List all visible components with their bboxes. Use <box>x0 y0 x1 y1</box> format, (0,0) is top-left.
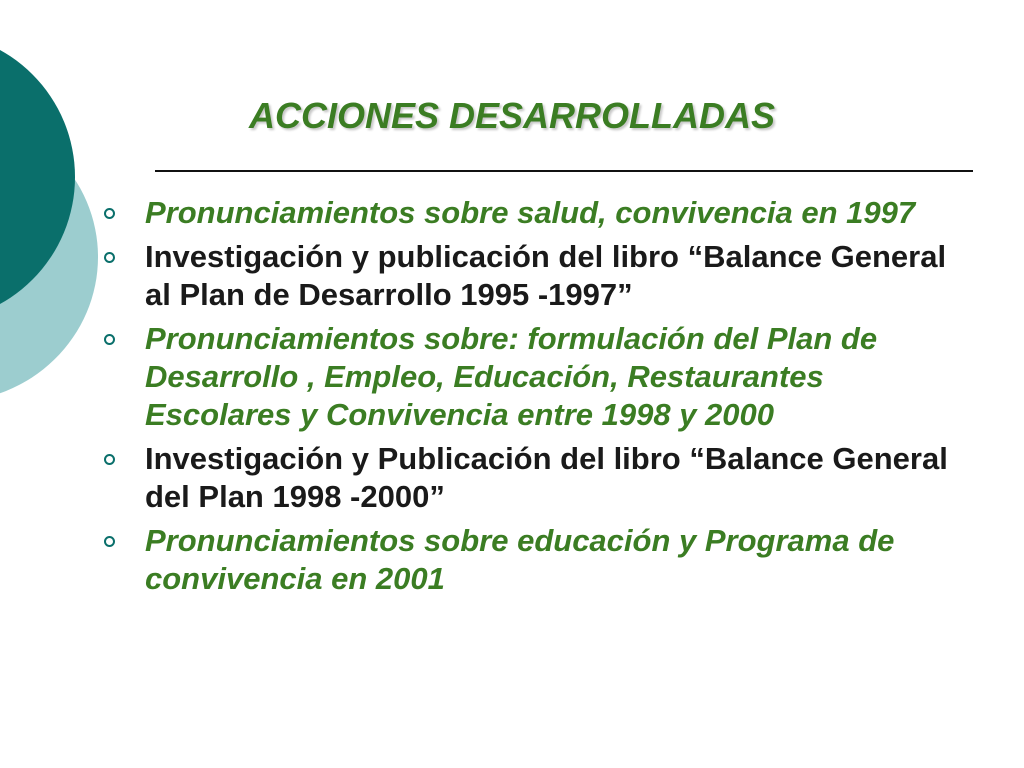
slide-title: ACCIONES DESARROLLADAS <box>248 95 776 137</box>
bullet-text: Pronunciamientos sobre salud, convivencia en 1997 <box>145 195 916 230</box>
bullet-item <box>103 522 973 598</box>
bullet-circle-icon <box>104 536 115 547</box>
bullet-item <box>103 194 973 232</box>
bullet-text: Investigación y Publicación del libro “Balance General del Plan 1998 -2000” <box>145 441 948 514</box>
title-divider <box>155 170 973 172</box>
bullet-list <box>103 194 973 604</box>
bullet-item <box>103 440 973 516</box>
bullet-circle-icon <box>104 454 115 465</box>
bullet-text: Pronunciamientos sobre educación y Programa de convivencia en 2001 <box>145 523 895 596</box>
bullet-circle-icon <box>104 334 115 345</box>
bullet-text: Pronunciamientos sobre: formulación del Plan de Desarrollo , Empleo, Educación, Restaurantes Escolares y Convivencia entre 1998 y 2000 <box>145 321 878 432</box>
bullet-circle-icon <box>104 252 115 263</box>
bullet-item <box>103 320 973 434</box>
bullet-item <box>103 238 973 314</box>
bullet-circle-icon <box>104 208 115 219</box>
bullet-text: Investigación y publicación del libro “Balance General al Plan de Desarrollo 1995 -1997” <box>145 239 947 312</box>
